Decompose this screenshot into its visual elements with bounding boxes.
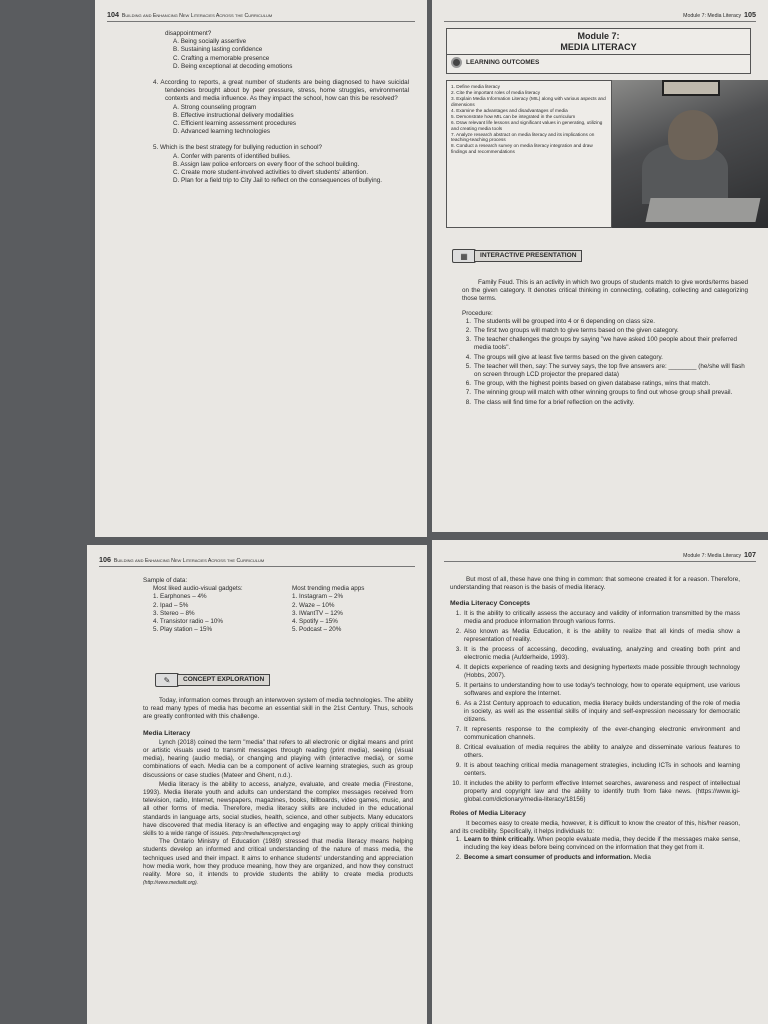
- item-text: The winning group will match with other winning groups to find out whose group shall prevail.: [474, 389, 733, 397]
- item-text: It includes the ability to perform effective Internet searches, awareness and respect of intellectual property and copyright law and the ability to identify truth from fake news. (https://www.igi-global.com/dictionary/media-literacy/18156): [464, 779, 740, 804]
- item-number: 7.: [455, 725, 461, 733]
- list-item: [450, 780, 740, 805]
- answer-option: D. Advanced learning technologies: [173, 128, 270, 136]
- gadget-list: [153, 593, 274, 634]
- question-block: [147, 30, 409, 185]
- item-number: 4.: [465, 353, 471, 361]
- item-number: 4.: [455, 663, 461, 671]
- answer-option: C. Crafting a memorable presence: [173, 54, 270, 62]
- page-header: [444, 10, 756, 22]
- paragraph: The Ontario Ministry of Education (1989) stressed that media literacy means helping students develop an informed and critical understanding of the nature of mass media, the techniques used and their impact. It aims to enhance students' understanding and appreciation how media work, how they produce meaning, how they are organized, and how they construct reality. More so, it intends to provide students the ability to create media products: [143, 838, 413, 879]
- question-stem: 5. Which is the best strategy for bullying reduction in school?: [153, 144, 323, 152]
- item-text: The teacher will then, say: The survey says, the top five answers are: ________ (he/she will flash on screen through LCD projector the prepared data): [474, 362, 745, 379]
- list-item: [450, 664, 740, 680]
- answer-option: B. Sustaining lasting confidence: [173, 46, 263, 54]
- procedure-list: [462, 318, 748, 407]
- item-text: It depicts experience of reading texts and designing hypertexts made possible through technology (Hobbs, 2007).: [464, 663, 740, 679]
- learning-outcomes-box: [446, 80, 612, 228]
- list-item: 1. Learn to think critically. When people evaluate media, they decide if the messages make sense, including the key ideas before being convinced on the information that they get from it.: [455, 836, 741, 852]
- item-text: As a 21st Century approach to education, media literacy builds understanding of the role of media in society, as well as the essential skills of inquiry and self-expression necessary for democratic citizens.: [464, 699, 740, 724]
- item-number: 7.: [465, 389, 471, 397]
- list-item: [450, 646, 740, 662]
- gadgets-heading: Most liked audio-visual gadgets:: [153, 585, 243, 593]
- interactive-presentation-tag: [452, 249, 582, 263]
- item-number: 9.: [455, 761, 461, 769]
- concepts-list: [450, 610, 740, 805]
- module-label: Module 7:: [577, 31, 620, 41]
- role-heading: Become a smart consumer of products and information.: [464, 854, 632, 862]
- running-title: Building and Enhancing New Literacies Across the Curriculum: [121, 13, 273, 19]
- item-text: The class will find time for a brief reflection on the activity.: [474, 398, 635, 406]
- item-text: It is the process of accessing, decoding, evaluating, analyzing and creating both print and electronic media (Aufderheide, 1993).: [464, 645, 740, 661]
- list-item: [450, 744, 740, 760]
- gadget-item: 4. Transistor radio – 10%: [153, 618, 224, 626]
- puzzle-icon: ✎: [155, 673, 179, 687]
- item-number: 6.: [455, 699, 461, 707]
- module-title-box: [446, 28, 751, 74]
- page-header: [107, 10, 415, 22]
- section-heading: Roles of Media Literacy: [450, 810, 526, 818]
- item-text: It represents response to the complexity of the ever-changing electronic environment and communication channels.: [464, 725, 740, 742]
- list-item: [462, 389, 748, 397]
- item-number: 3.: [465, 336, 471, 344]
- outcome-item: 8. Conduct a research survey on media literacy integration and draw findings and recommendations: [451, 143, 593, 155]
- outcome-item: 4. Examine the advantages and disadvantages of media: [451, 107, 568, 113]
- outcome-item: 6. Draw relevant life lessons and significant values in generating, utilizing and creating media tools: [451, 120, 603, 131]
- page-number: 107: [744, 550, 756, 559]
- item-text: The group, with the highest points based on given database ratings, wins that match.: [474, 380, 711, 388]
- app-item: 3. IWantTV – 12%: [292, 609, 343, 617]
- list-item: [462, 336, 748, 352]
- outcome-item: 5. Demonstrate how MIL can be integrated in the curriculum: [451, 113, 576, 119]
- page-number: 106: [99, 555, 111, 564]
- outcome-item: 1. Define media literacy: [451, 84, 500, 89]
- list-item: [462, 380, 748, 388]
- student-headphones-photo: [612, 80, 768, 228]
- section-heading: Media Literacy: [143, 729, 191, 737]
- list-item: [450, 726, 740, 742]
- item-number: 5.: [465, 362, 471, 370]
- page-header: [444, 550, 756, 562]
- page-104: [95, 0, 427, 537]
- paragraph: It becomes easy to create media, however, it is difficult to know the creator of this, his/her reason, and its credibility. Specifically, it helps individuals to:: [450, 819, 740, 835]
- list-item: [450, 700, 740, 725]
- item-text: It is about teaching critical media management strategies, including ICTs in schools and learning centers.: [464, 761, 740, 778]
- answer-option: D. Plan for a field trip to City Jail to reflect on the consequences of bullying.: [173, 177, 382, 185]
- running-title: Module 7: Media Literacy: [683, 553, 742, 559]
- role-text: Media: [631, 854, 651, 862]
- concept-body: [143, 697, 413, 887]
- outcomes-list: [447, 81, 611, 158]
- option-list: [147, 153, 409, 186]
- concept-exploration-tag: [155, 673, 270, 687]
- concept-intro: Today, information comes through an interwoven system of media technologies. The ability to read many types of media has become an essential skill in the 21st Century. Thus, schools are greatly confronted with this challenge.: [143, 697, 413, 721]
- app-item: 4. Spotify – 15%: [292, 618, 338, 626]
- list-item: [462, 327, 748, 335]
- page-106: [87, 545, 427, 1024]
- citation: (http://www.medialit.org).: [143, 880, 199, 887]
- activity-intro: Family Feud. This is an activity in which two groups of students match to give words/terms based on the given category. It denotes critical thinking in connecting, collating, collecting and categorizing those terms.: [462, 279, 748, 303]
- sample-data: [143, 577, 413, 634]
- item-text: Critical evaluation of media requires the ability to analyze and disseminate various features to others.: [464, 743, 740, 760]
- list-item: [450, 610, 740, 626]
- outcome-item: 2. Cite the important roles of media literacy: [451, 90, 541, 96]
- item-text: It pertains to understanding how to use today's technology, how to operate equipment, use various softwares and explore the Internet.: [464, 681, 740, 697]
- item-text: Also known as Media Education, it is the ability to realize that all kinds of media show a representation of reality.: [464, 627, 740, 643]
- item-number: 5.: [455, 681, 461, 689]
- presentation-icon: ▦: [452, 249, 476, 263]
- item-number: 6.: [465, 380, 471, 388]
- paragraph: Lynch (2018) coined the term "media" that refers to all electronic or digital means and print or artistic visuals used to transmit messages through reading (print media), seeing (visual media), hearing (audio media), or changing and playing with (interactive media), or some combinations of each. Media can be a component of active learning strategies, such as group discussions or case studies (Mateer and Ghent, n.d.).: [143, 738, 413, 779]
- option-list: [147, 38, 409, 71]
- list-item: [462, 354, 748, 362]
- item-number: 3.: [455, 645, 461, 653]
- item-number: 8.: [455, 743, 461, 751]
- section-label: CONCEPT EXPLORATION: [177, 674, 270, 686]
- answer-option: B. Effective instructional delivery modalities: [173, 111, 294, 119]
- list-item: 2. Become a smart consumer of products and information. Media: [455, 854, 651, 862]
- item-text: It is the ability to critically assess the accuracy and validity of information transmitted by the mass media and produce information through various forms.: [464, 609, 740, 625]
- item-text: The first two groups will match to give terms based on the given category.: [474, 327, 679, 335]
- answer-option: A. Being socially assertive: [173, 38, 247, 46]
- citation: (http://medialiteracyproject.org): [231, 831, 301, 838]
- question-stem: disappointment?: [165, 30, 212, 37]
- page-105: [432, 0, 768, 532]
- app-item: 2. Waze – 10%: [292, 601, 335, 609]
- section-heading: Media Literacy Concepts: [450, 600, 531, 608]
- item-text: The groups will give at least five terms based on the given category.: [474, 353, 663, 361]
- section-label: INTERACTIVE PRESENTATION: [474, 250, 582, 262]
- page-number: 104: [107, 10, 119, 19]
- gadget-item: 5. Play station – 15%: [153, 626, 213, 634]
- answer-option: C. Efficient learning assessment procedures: [173, 120, 297, 128]
- item-number: 10.: [452, 779, 461, 787]
- list-item: [450, 682, 740, 698]
- item-text: The students will be grouped into 4 or 6 depending on class size.: [474, 317, 655, 325]
- gadget-item: 2. Ipad – 5%: [153, 601, 189, 609]
- item-number: 2.: [465, 327, 471, 335]
- answer-option: B. Assign law police enforcers on every floor of the school building.: [173, 160, 360, 168]
- outcome-item: 3. Explain Media Information Literacy (MIL) along with various aspects and dimensions: [451, 96, 606, 107]
- running-title: Building and Enhancing New Literacies Across the Curriculum: [113, 558, 265, 564]
- role-text: When people evaluate media, they decide if the messages make sense, including the key ideas before being convinced on the information that they get from it.: [464, 836, 741, 852]
- apps-heading: Most trending media apps: [292, 585, 365, 593]
- answer-option: C. Create more student-involved activities to divert students' attention.: [173, 169, 369, 177]
- item-number: 1.: [465, 317, 471, 325]
- answer-option: A. Strong counseling program: [173, 103, 257, 111]
- gadget-item: 1. Earphones – 4%: [153, 593, 207, 601]
- page-header: [99, 555, 415, 567]
- module-title: MEDIA LITERACY: [560, 41, 637, 52]
- question-stem: 4. According to reports, a great number of students are being diagnosed to have suicidal tendencies brought about by peer pressure, stress, home struggles, environmental contexts and media influence. As they impact the school, how can this be resolved?: [153, 79, 409, 103]
- target-icon: [451, 57, 462, 68]
- sample-label: Sample of data:: [143, 577, 188, 584]
- item-number: 1.: [455, 609, 461, 617]
- app-item: 1. Instagram – 2%: [292, 593, 344, 601]
- learning-outcomes-label: LEARNING OUTCOMES: [466, 59, 540, 66]
- answer-option: A. Confer with parents of identified bullies.: [173, 152, 291, 160]
- list-item: [462, 399, 748, 407]
- gadget-item: 3. Stereo – 8%: [153, 609, 195, 617]
- app-item: 5. Podcast – 20%: [292, 626, 342, 634]
- apps-list: [292, 593, 413, 634]
- item-number: 2.: [455, 627, 461, 635]
- paragraph: But most of all, these have one thing in common: that someone created it for a reason. Therefore, understanding that reason is the basis of media literacy.: [450, 576, 740, 592]
- interactive-body: [462, 279, 748, 408]
- list-item: [462, 363, 748, 379]
- list-item: [450, 628, 740, 644]
- page-number: 105: [744, 10, 756, 19]
- item-text: The teacher challenges the groups by saying "we have asked 100 people about their preferred media tools".: [474, 336, 738, 352]
- paragraph: Media literacy is the ability to access, analyze, evaluate, and create media (Firestone, 1993). Media literate youth and adults can understand the complex messages received from television, radio, Internet, newspapers, magazines, books, billboards, video games, music, and all other forms of media. Therefore, media literacy skills are included in the educational standards in language arts, social studies, health, science, and other subjects. Many educators have discovered that media literacy is an effective and engaging way to apply critical thinking skills to a wide range of issues.: [143, 780, 413, 838]
- option-list: [147, 104, 409, 137]
- role-heading: Learn to think critically.: [464, 836, 535, 844]
- concepts-body: [450, 576, 740, 864]
- answer-option: D. Being exceptional at decoding emotions: [173, 62, 293, 70]
- item-number: 8.: [465, 398, 471, 406]
- list-item: [462, 318, 748, 326]
- page-107: [432, 540, 768, 1024]
- procedure-label: Procedure:: [462, 309, 493, 317]
- list-item: [450, 762, 740, 778]
- running-title: Module 7: Media Literacy: [683, 13, 742, 19]
- outcome-item: 7. Analyze research abstract on media literacy and its implications on teaching-teaching process: [451, 131, 595, 143]
